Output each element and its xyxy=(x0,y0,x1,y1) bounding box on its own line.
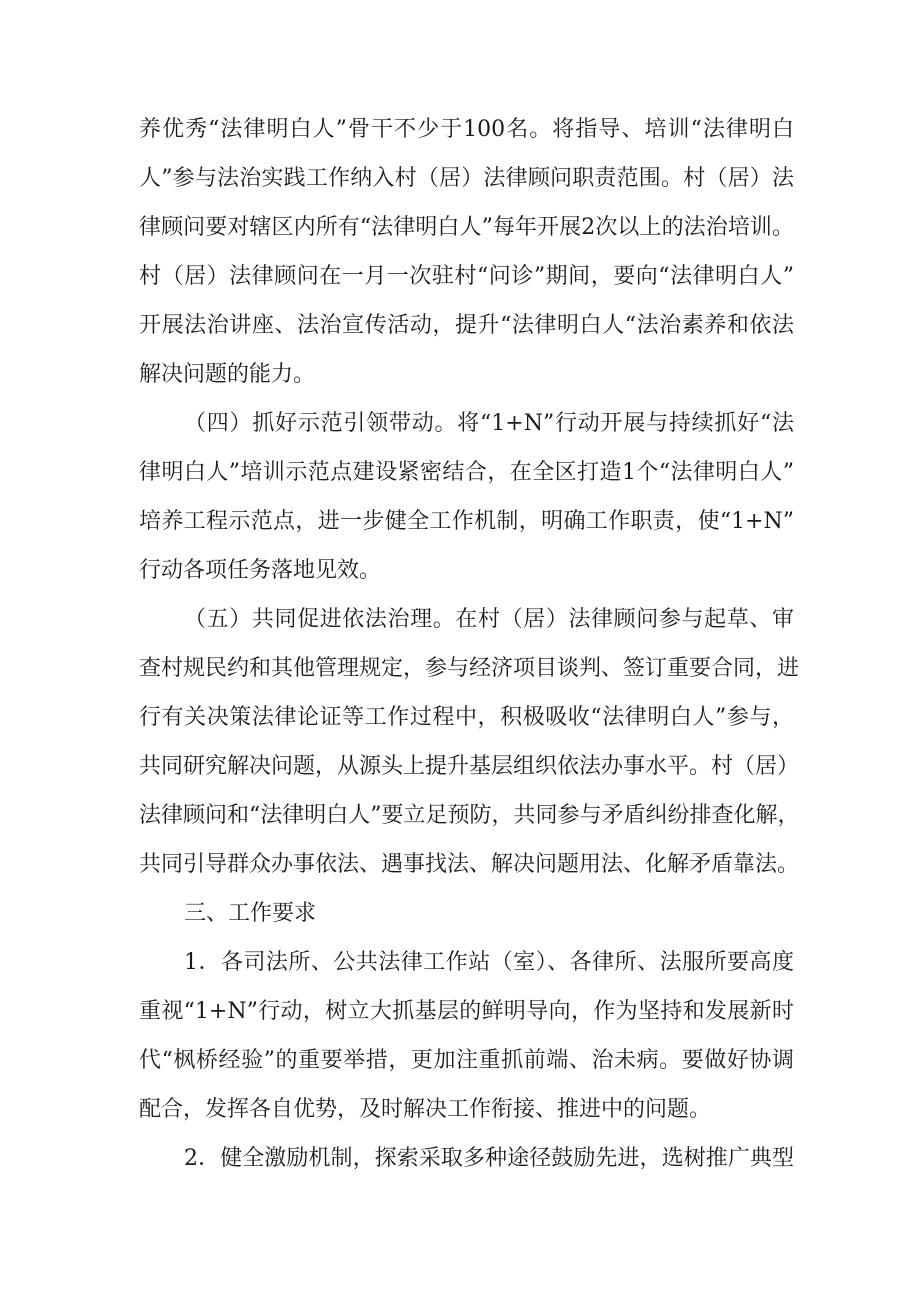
list-item-line: 2．健全激励机制，探索采取多种途径鼓励先进，选树推广典型 xyxy=(184,1146,794,1171)
paragraph-line: 开展法治讲座、法治宣传活动，提升“法律明白人“法治素养和依法 xyxy=(139,313,794,338)
paragraph-line: 人”参与法治实践工作纳入村（居）法律顾问职责范围。村（居）法 xyxy=(139,166,794,191)
paragraph-line: 养优秀“法律明白人”骨干不少于100名。将指导、培训“法律明白 xyxy=(139,117,794,142)
paragraph-line: 培养工程示范点，进一步健全工作机制，明确工作职责，使“1+N” xyxy=(139,509,794,534)
paragraph-line: 解决问题的能力。 xyxy=(139,362,316,387)
section-heading-line: （四）抓好示范引领带动。将“1+N”行动开展与持续抓好“法 xyxy=(184,411,794,436)
section-title: 三、工作要求 xyxy=(184,901,317,926)
paragraph-line: 查村规民约和其他管理规定，参与经济项目谈判、签订重要合同，进 xyxy=(139,656,800,681)
paragraph-line: 共同引导群众办事依法、遇事找法、解决问题用法、化解矛盾靠法。 xyxy=(139,852,800,877)
list-item-line: 1．各司法所、公共法律工作站（室）、各律所、法服所要高度 xyxy=(184,950,794,975)
paragraph-line: 重视“1+N”行动，树立大抓基层的鲜明导向，作为坚持和发展新时 xyxy=(139,999,794,1024)
paragraph-line: 村（居）法律顾问在一月一次驻村“问诊”期间，要向“法律明白人” xyxy=(139,264,794,289)
paragraph-line: 行有关决策法律论证等工作过程中，积极吸收“法律明白人”参与， xyxy=(139,705,794,730)
paragraph-line: 行动各项任务落地见效。 xyxy=(139,558,382,583)
paragraph-line: 代“枫桥经验”的重要举措，更加注重抓前端、治未病。要做好协调 xyxy=(139,1048,794,1073)
paragraph-line: 法律顾问和“法律明白人”要立足预防，共同参与矛盾纠纷排查化解， xyxy=(139,803,800,828)
section-heading-line: （五）共同促进依法治理。在村（居）法律顾问参与起草、审 xyxy=(184,607,794,632)
paragraph-line: 配合，发挥各自优势，及时解决工作衔接、推进中的问题。 xyxy=(139,1097,712,1122)
paragraph-line: 律明白人”培训示范点建设紧密结合，在全区打造1个“法律明白人” xyxy=(139,460,794,485)
paragraph-line: 律顾问要对辖区内所有“法律明白人”每年开展2次以上的法治培训。 xyxy=(139,215,794,240)
paragraph-line: 共同研究解决问题，从源头上提升基层组织依法办事水平。村（居） xyxy=(139,754,800,779)
